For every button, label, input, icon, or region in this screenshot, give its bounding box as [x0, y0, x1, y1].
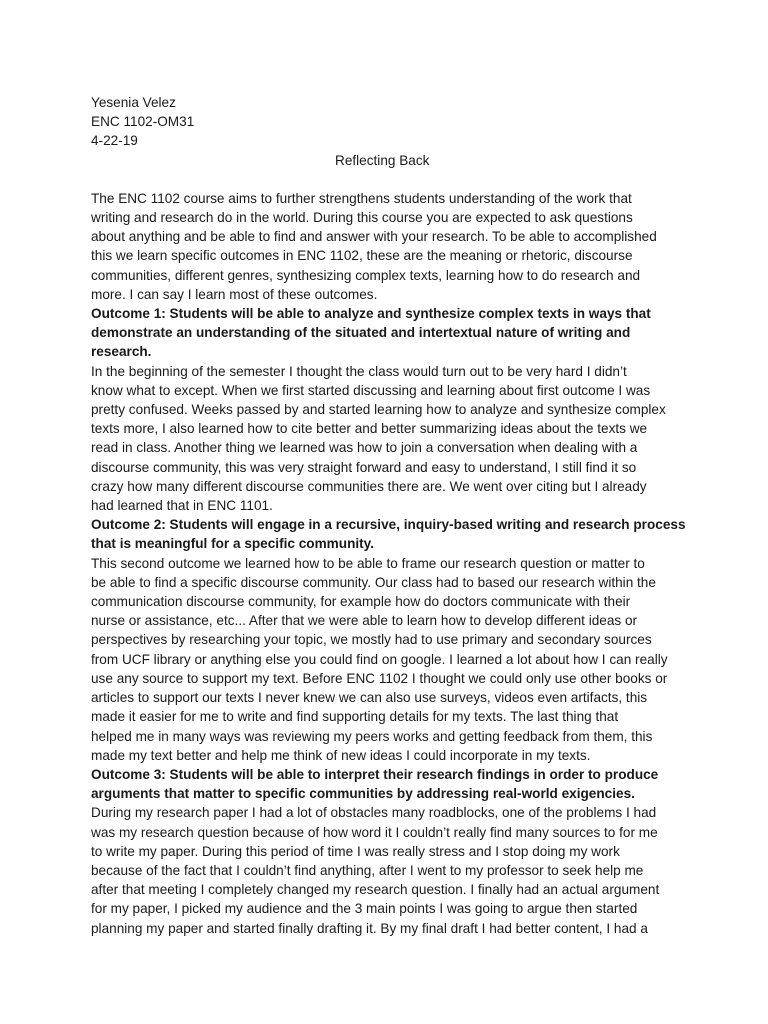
outcome-3-heading-line: Outcome 3: Students will be able to interpret their research findings in order to produce — [91, 766, 659, 782]
intro-line: writing and research do in the world. During this course you are expected to ask questions — [91, 210, 633, 226]
outcome-1-body-line: crazy how many different discourse communities there are. We went over citing but I already — [91, 478, 647, 494]
author-name: Yesenia Velez — [91, 95, 176, 110]
course-code: ENC 1102-OM31 — [91, 114, 195, 130]
outcome-2-body-line: from UCF library or anything else you could find on google. I learned a lot about how I can really — [91, 651, 668, 667]
outcome-2-heading-line: that is meaningful for a specific community. — [91, 536, 374, 552]
outcome-1-body-line: In the beginning of the semester I thought the class would turn out to be very hard I didn’t — [91, 363, 627, 379]
outcome-2-body-line: communication discourse community, for example how do doctors communicate with their — [91, 594, 631, 610]
outcome-1-body-line: texts more, I also learned how to cite better and better summarizing ideas about the texts we — [91, 421, 648, 437]
outcome-3-heading — [91, 765, 681, 803]
outcome-2-body-line: helped me in many ways was reviewing my peers works and getting feedback from them, this — [91, 728, 653, 744]
outcome-1-body-line: discourse community, this was very straight forward and easy to understand, I still find it so — [91, 459, 637, 475]
outcome-3-body — [91, 803, 681, 937]
outcome-3-body-line: During my research paper I had a lot of obstacles many roadblocks, one of the problems I had — [91, 805, 657, 821]
outcome-1-heading-line: Outcome 1: Students will be able to analyze and synthesize complex texts in ways that — [91, 306, 651, 322]
outcome-3-body-line: to write my paper. During this period of time I was really stress and I stop doing my work — [91, 843, 620, 859]
intro-line: about anything and be able to find and answer with your research. To be able to accomplished — [91, 229, 657, 245]
intro-line: more. I can say I learn most of these outcomes. — [91, 286, 378, 302]
intro-line: this we learn specific outcomes in ENC 1102, these are the meaning or rhetoric, discourse — [91, 248, 633, 264]
date: 4-22-19 — [91, 133, 138, 149]
intro-line: communities, different genres, synthesizing complex texts, learning how to do research and — [91, 267, 641, 283]
outcome-2-body-line: articles to support our texts I never knew we can also use surveys, videos even artifacts, this — [91, 690, 648, 706]
outcome-2-body-line: perspectives by researching your topic, we mostly had to use primary and secondary sources — [91, 632, 652, 648]
outcome-2-body-line: This second outcome we learned how to be able to frame our research question or matter to — [91, 555, 645, 571]
outcome-3-body-line: for my paper, I picked my audience and the 3 main points I was going to argue then started — [91, 901, 638, 917]
outcome-2-body-line: made my text better and help me think of new ideas I could incorporate in my texts. — [91, 747, 591, 763]
outcome-3-heading-line: arguments that matter to specific communities by addressing real-world exigencies. — [91, 786, 635, 802]
outcome-2-body — [91, 554, 681, 765]
outcome-1-body-line: had learned that in ENC 1101. — [91, 498, 273, 514]
document-page — [91, 93, 686, 938]
outcome-1-body-line: pretty confused. Weeks passed by and started learning how to analyze and synthesize complex — [91, 402, 666, 418]
intro-paragraph — [91, 189, 681, 304]
outcome-2-body-line: made it easier for me to write and find supporting details for my texts. The last thing that — [91, 709, 619, 725]
intro-line: The ENC 1102 course aims to further strengthens students understanding of the work that — [91, 190, 632, 206]
outcome-1-heading-line: research. — [91, 344, 152, 360]
document-title: Reflecting Back — [335, 152, 430, 168]
outcome-2-body-line: be able to find a specific discourse community. Our class had to based our research within the — [91, 574, 656, 590]
outcome-3-body-line: after that meeting I completely changed my research question. I finally had an actual argument — [91, 882, 660, 898]
outcome-1-body-line: read in class. Another thing we learned was how to join a conversation when dealing with a — [91, 440, 638, 456]
outcome-3-body-line: because of the fact that I couldn’t find anything, after I went to my professor to seek help me — [91, 862, 644, 878]
outcome-2-heading — [91, 515, 686, 553]
outcome-3-body-line: was my research question because of how word it I couldn’t really find many sources to for me — [91, 824, 658, 840]
outcome-1-heading-line: demonstrate an understanding of the situated and intertextual nature of writing and — [91, 325, 631, 341]
outcome-1-heading — [91, 304, 681, 362]
outcome-2-body-line: nurse or assistance, etc... After that we were able to learn how to develop different ideas or — [91, 613, 638, 629]
outcome-2-body-line: use any source to support my text. Before ENC 1102 I thought we could only use other books or — [91, 670, 668, 686]
outcome-1-body-line: know what to except. When we first started discussing and learning about first outcome I was — [91, 382, 651, 398]
outcome-2-heading-line: Outcome 2: Students will engage in a recursive, inquiry-based writing and research process — [91, 517, 686, 533]
outcome-1-body — [91, 362, 681, 516]
outcome-3-body-line: planning my paper and started finally drafting it. By my final draft I had better content, I had a — [91, 920, 648, 936]
